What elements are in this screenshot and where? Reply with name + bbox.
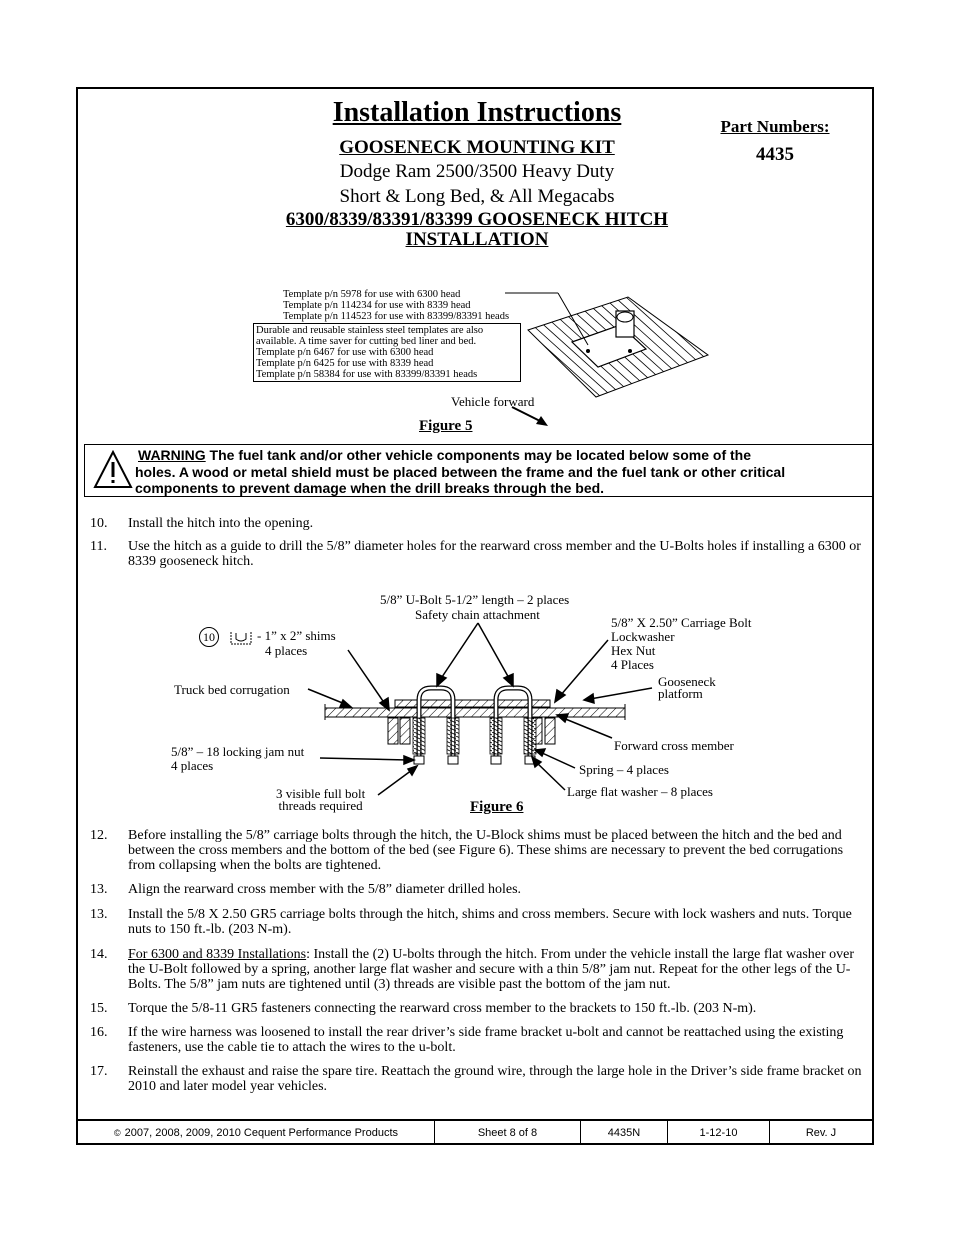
- step-number: 17.: [90, 1064, 108, 1079]
- safety-chain-label: Safety chain attachment: [415, 607, 540, 622]
- threads-line: threads required: [278, 798, 363, 813]
- step-number: 14.: [90, 947, 108, 962]
- footer-doc-number: 4435N: [581, 1121, 668, 1145]
- jam-nut-line: 4 places: [171, 758, 214, 773]
- step-text: Install the hitch into the opening.: [128, 516, 314, 531]
- step-number: 10.: [90, 516, 108, 531]
- warning-keyword: WARNING: [138, 447, 206, 463]
- box-line: Durable and reusable stainless steel templates are also: [256, 325, 484, 336]
- step-text: Torque the 5/8-11 GR5 fasteners connecting the rearward cross member to the brackets to 150 ft.-lb. (203 N-m).: [128, 1001, 757, 1016]
- step-text: : Install the (2) U-bolts through the hitch. From under the vehicle install the large flat washer over the U-Bolt followed by a spring, another large flat washer and secure with a thin 5/8” jam nut. Repeat for the other legs of the U-Bolts. The 5/8” jam nuts are tightened until (3) threads are visible past the bottom of the jam nut.: [128, 947, 855, 992]
- step-text: Use the hitch as a guide to drill the 5/8” diameter holes for the rearward cross member and the U-Bolts holes if installing a 6300 or 8339 gooseneck hitch.: [128, 539, 861, 569]
- step-number: 11.: [90, 539, 107, 554]
- shim-reference-number: 10: [199, 627, 219, 647]
- vehicle-forward-label: Vehicle forward: [451, 394, 535, 409]
- washer-label: Large flat washer – 8 places: [567, 784, 713, 799]
- list-item: [88, 1025, 868, 1055]
- hitch-line-1: 6300/8339/83391/83399 GOOSENECK HITCH: [285, 209, 669, 230]
- jam-nut-line: 5/8” – 18 locking jam nut: [171, 744, 305, 759]
- box-line: available. A time saver for cutting bed liner and bed.: [256, 336, 477, 347]
- kit-name: GOOSENECK MOUNTING KIT: [339, 137, 615, 158]
- list-item: [88, 1064, 868, 1094]
- part-number: 4435: [756, 144, 794, 165]
- footer: [78, 1119, 872, 1145]
- list-item: [88, 947, 868, 992]
- shims-places-label: 4 places: [265, 643, 308, 658]
- figure-6-caption: Figure 6: [470, 799, 524, 815]
- box-line: Template p/n 58384 for use with 83399/83391 heads: [256, 369, 478, 380]
- copyright-text: 2007, 2008, 2009, 2010 Cequent Performance Products: [124, 1127, 398, 1139]
- list-item: [88, 1001, 868, 1016]
- step-text: Align the rearward cross member with the 5/8” diameter drilled holes.: [128, 882, 522, 897]
- step-text: Reinstall the exhaust and raise the spare tire. Reattach the ground wire, through the large hole in the Driver’s side frame bracket on 2010 and later model year vehicles.: [128, 1064, 862, 1094]
- carriage-line: Hex Nut: [611, 643, 656, 658]
- hitch-line-2: INSTALLATION: [405, 229, 549, 250]
- template-line: Template p/n 114523 for use with 83399/83391 heads: [283, 311, 510, 322]
- part-numbers-label: Part Numbers:: [720, 117, 830, 136]
- step-number: 16.: [90, 1025, 108, 1040]
- warning-line-2: holes. A wood or metal shield must be placed between the frame and the fuel tank or other critical: [135, 463, 786, 480]
- truck-bed-label: Truck bed corrugation: [174, 682, 290, 697]
- box-line: Template p/n 6425 for use with 8339 head: [256, 358, 434, 369]
- carriage-line: Lockwasher: [611, 629, 675, 644]
- step-number: 13.: [90, 907, 108, 922]
- footer-sheet: Sheet 8 of 8: [435, 1121, 581, 1145]
- carriage-line: 5/8” X 2.50” Carriage Bolt: [611, 615, 752, 630]
- step-text: If the wire harness was loosened to install the rear driver’s side frame bracket u-bolt and cannot be reattached using the existing fasteners, use the cable tie to attach the wires to the u-bolt.: [128, 1025, 844, 1055]
- step-underlined: For 6300 and 8339 Installations: [128, 947, 307, 962]
- footer-revision: Rev. J: [805, 1127, 837, 1139]
- footer-date: 1-12-10: [668, 1121, 770, 1145]
- step-number: 12.: [90, 828, 108, 843]
- page-title: Installation Instructions: [332, 97, 622, 128]
- list-item: [88, 828, 868, 873]
- step-number: 13.: [90, 882, 108, 897]
- list-item: [88, 882, 868, 897]
- step-text: Install the 5/8 X 2.50 GR5 carriage bolts through the hitch, shims and cross members. Secure with lock washers and nuts. Torque nuts to 150 ft.-lb. (203 N-m).: [128, 907, 852, 937]
- step-number: 15.: [90, 1001, 108, 1016]
- footer-copyright: [78, 1121, 435, 1145]
- figure-5-caption: Figure 5: [419, 418, 473, 434]
- spring-label: Spring – 4 places: [579, 762, 669, 777]
- threads-line: 3 visible full bolt: [276, 786, 366, 801]
- list-item: [88, 907, 868, 937]
- forward-cross-member-label: Forward cross member: [614, 738, 734, 753]
- bed-line: Short & Long Bed, & All Megacabs: [339, 186, 615, 207]
- template-line: Template p/n 114234 for use with 8339 head: [283, 300, 471, 311]
- vehicle-line: Dodge Ram 2500/3500 Heavy Duty: [339, 161, 615, 182]
- carriage-line: 4 Places: [611, 657, 654, 672]
- warning-line-3: components to prevent damage when the drill breaks through the bed.: [135, 480, 605, 496]
- steps-list-b: [88, 828, 868, 1094]
- shims-label: - 1” x 2” shims: [257, 628, 336, 643]
- ubolt-label: 5/8” U-Bolt 5-1/2” length – 2 places: [380, 592, 570, 607]
- box-line: Template p/n 6467 for use with 6300 head: [256, 347, 434, 358]
- copyright-icon: ©: [114, 1128, 121, 1138]
- warning-line-1: The fuel tank and/or other vehicle components may be located below some of the: [205, 447, 752, 463]
- gooseneck-line: platform: [658, 686, 703, 701]
- step-text: Before installing the 5/8” carriage bolts through the hitch, the U-Block shims must be placed between the hitch and the bed and between the cross members and the bottom of the bed (see Figure 6). These shims are necessary to prevent the bed corrugations from collapsing when the bolts are tightened.: [128, 828, 844, 873]
- template-line: Template p/n 5978 for use with 6300 head: [283, 289, 461, 300]
- gooseneck-line: Gooseneck: [658, 674, 716, 689]
